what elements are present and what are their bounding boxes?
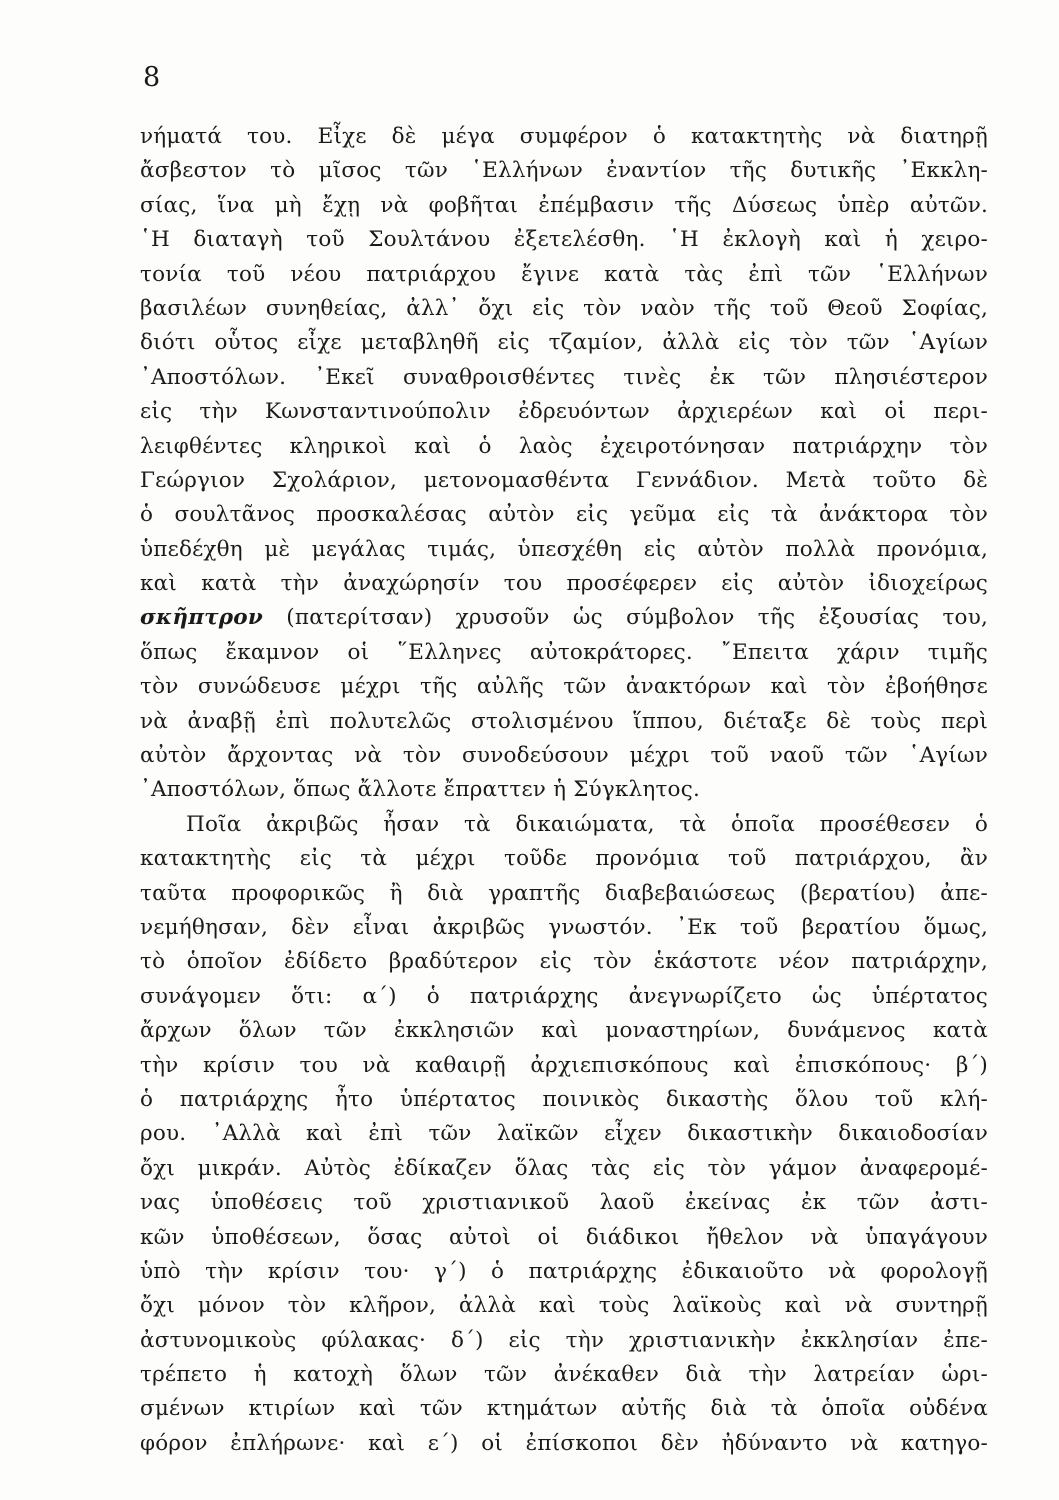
text-line: ἄρχων ὅλων τῶν ἐκκλησιῶν καὶ μοναστηρίων, δυνάμενος κατὰ [140, 1018, 988, 1044]
text-line: λειφθέντες κληρικοὶ καὶ ὁ λαὸς ἐχειροτόνησαν πατριάρχην τὸν [140, 433, 988, 459]
text-line: τρέπετο ἡ κατοχὴ ὅλων τῶν ἀνέκαθεν διὰ τὴν λατρείαν ὡρι- [140, 1362, 988, 1388]
text-line: συνάγομεν ὅτι: α΄) ὁ πατριάρχης ἀνεγνωρίζετο ὡς ὑπέρτατος [140, 983, 988, 1009]
text-line: βασιλέων συνηθείας, ἀλλ᾽ ὄχι εἰς τὸν ναὸν τῆς τοῦ Θεοῦ Σοφίας, [140, 295, 988, 321]
text-line: ὁ σουλτᾶνος προσκαλέσας αὐτὸν εἰς γεῦμα εἰς τὰ ἀνάκτορα τὸν [140, 502, 988, 528]
text-line: νας ὑποθέσεις τοῦ χριστιανικοῦ λαοῦ ἐκείνας ἐκ τῶν ἀστι- [140, 1190, 988, 1216]
text-line: Ποῖα ἀκριβῶς ἦσαν τὰ δικαιώματα, τὰ ὁποῖα προσέθεσεν ὁ [186, 811, 988, 837]
text-line: ᾽Αποστόλων, ὅπως ἄλλοτε ἔπραττεν ἡ Σύγκλητος. [140, 777, 700, 803]
text-line: τὸν συνώδευσε μέχρι τῆς αὐλῆς τῶν ἀνακτόρων καὶ τὸν ἐβοήθησε [140, 674, 988, 700]
text-line: ὁ πατριάρχης ἦτο ὑπέρτατος ποινικὸς δικαστὴς ὅλου τοῦ κλή- [140, 1086, 988, 1112]
text-line: Γεώργιον Σχολάριον, μετονομασθέντα Γεννάδιον. Μετὰ τοῦτο δὲ [140, 467, 988, 493]
text-line: τὴν κρίσιν του νὰ καθαιρῇ ἀρχιεπισκόπους καὶ ἐπισκόπους· β΄) [140, 1052, 988, 1078]
text-span: (πατερίτσαν) χρυσοῦν ὡς σύμβολον τῆς ἐξουσίας του, [262, 605, 988, 631]
text-line: διότι οὗτος εἶχε μεταβληθῆ εἰς τζαμίον, ἀλλὰ εἰς τὸν τῶν ῾Αγίων [140, 330, 988, 356]
text-line: ὄχι μόνον τὸν κλῆρον, ἀλλὰ καὶ τοὺς λαϊκοὺς καὶ νὰ συντηρῇ [140, 1293, 988, 1319]
text-line: τὸ ὁποῖον ἐδίδετο βραδύτερον εἰς τὸν ἑκάστοτε νέον πατριάρχην, [140, 949, 988, 975]
text-line: ὑπὸ τὴν κρίσιν του· γ΄) ὁ πατριάρχης ἐδικαιοῦτο νὰ φορολογῇ [140, 1258, 988, 1284]
text-line: νὰ ἀναβῇ ἐπὶ πολυτελῶς στολισμένου ἵππου, διέταξε δὲ τοὺς περὶ [140, 708, 988, 734]
text-line: τονία τοῦ νέου πατριάρχου ἔγινε κατὰ τὰς ἐπὶ τῶν ῾Ελλήνων [140, 261, 988, 287]
text-line: ῾Η διαταγὴ τοῦ Σουλτάνου ἐξετελέσθη. ῾Η ἐκλογὴ καὶ ἡ χειρο- [140, 227, 988, 253]
paragraph-1 [140, 120, 988, 808]
text-line: ὑπεδέχθη μὲ μεγάλας τιμάς, ὑπεσχέθη εἰς αὐτὸν πολλὰ προνόμια, [140, 536, 988, 562]
text-line: εἰς τὴν Κωνσταντινούπολιν ἐδρευόντων ἀρχιερέων καὶ οἱ περι- [140, 399, 988, 425]
text-line: κῶν ὑποθέσεων, ὅσας αὐτοὶ οἱ διάδικοι ἤθελον νὰ ὑπαγάγουν [140, 1224, 988, 1250]
text-line: σμένων κτιρίων καὶ τῶν κτημάτων αὐτῆς διὰ τὰ ὁποῖα οὐδένα [140, 1396, 988, 1422]
text-line-emphasis [140, 601, 988, 635]
text-line: ταῦτα προφορικῶς ἢ διὰ γραπτῆς διαβεβαιώσεως (βερατίου) ἀπε- [140, 880, 988, 906]
page-number: 8 [143, 62, 161, 93]
text-line: κατακτητὴς εἰς τὰ μέχρι τοῦδε προνόμια τοῦ πατριάρχου, ἂν [140, 846, 988, 872]
text-line: νεμήθησαν, δὲν εἶναι ἀκριβῶς γνωστόν. ᾽Εκ τοῦ βερατίου ὅμως, [140, 914, 988, 940]
emphasized-word: σκῆπτρον [140, 605, 263, 631]
text-line: ἀστυνομικοὺς φύλακας· δ΄) εἰς τὴν χριστιανικὴν ἐκκλησίαν ἐπε- [140, 1327, 988, 1353]
text-line: αὐτὸν ἄρχοντας νὰ τὸν συνοδεύσουν μέχρι τοῦ ναοῦ τῶν ῾Αγίων [140, 743, 988, 769]
text-line: ἄσβεστον τὸ μῖσος τῶν ῾Ελλήνων ἐναντίον τῆς δυτικῆς ᾽Εκκλη- [140, 158, 988, 184]
paragraph-2 [140, 808, 988, 1461]
body-text [140, 120, 988, 1461]
text-line: καὶ κατὰ τὴν ἀναχώρησίν του προσέφερεν εἰς αὐτὸν ἰδιοχείρως [140, 571, 988, 597]
text-line: σίας, ἵνα μὴ ἔχῃ νὰ φοβῆται ἐπέμβασιν τῆς Δύσεως ὑπὲρ αὐτῶν. [140, 192, 988, 218]
text-line: ὄχι μικράν. Αὐτὸς ἐδίκαζεν ὅλας τὰς εἰς τὸν γάμον ἀναφερομέ- [140, 1155, 988, 1181]
text-line: νήματά του. Εἶχε δὲ μέγα συμφέρον ὁ κατακτητὴς νὰ διατηρῇ [140, 124, 988, 149]
text-line: φόρον ἐπλήρωνε· καὶ ε΄) οἱ ἐπίσκοποι δὲν ἠδύναντο νὰ κατηγο- [140, 1430, 988, 1456]
text-line: ᾽Αποστόλων. ᾽Εκεῖ συναθροισθέντες τινὲς ἐκ τῶν πλησιέστερον [140, 364, 988, 390]
text-line: ὅπως ἔκαμνον οἱ ῞Ελληνες αὐτοκράτορες. ῎Επειτα χάριν τιμῆς [140, 639, 988, 665]
text-line: ρου. ᾽Αλλὰ καὶ ἐπὶ τῶν λαϊκῶν εἶχεν δικαστικὴν δικαιοδοσίαν [140, 1121, 988, 1147]
